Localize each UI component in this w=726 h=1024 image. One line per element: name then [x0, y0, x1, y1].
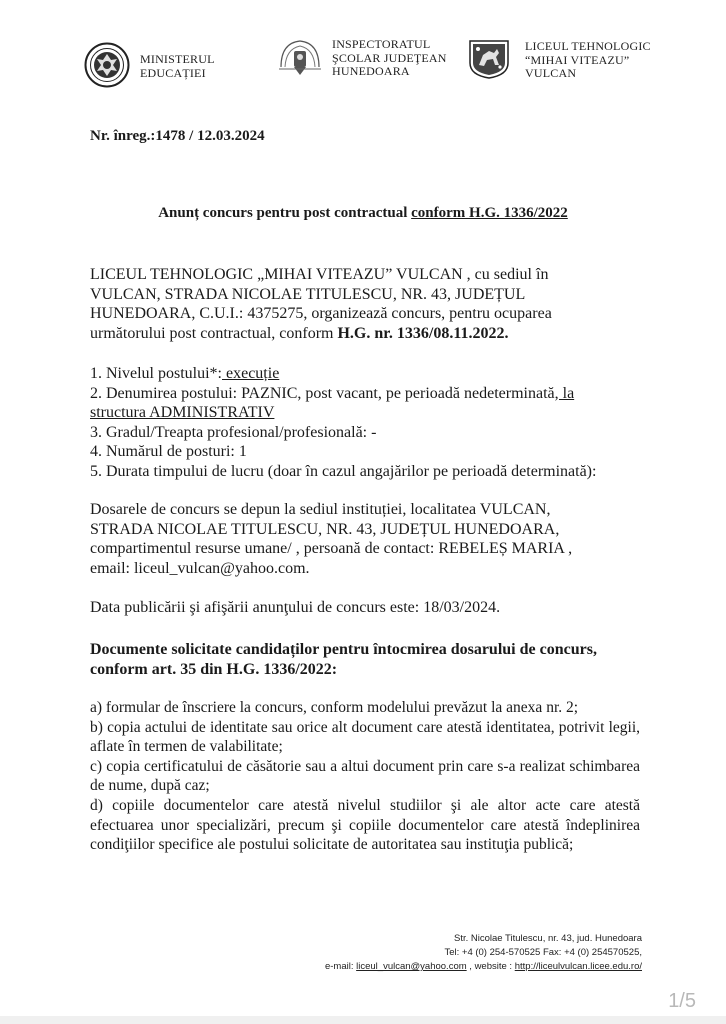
document-item-d: d) copiile documentelor care atestă nivelul studiilor şi ale altor acte care atestă efectuarea unor specializări, precum şi copiile documentelor care atestă îndeplinirea condiţiilor specifice ale postului solicitate de autoritatea sau instituţia publică;: [90, 796, 640, 854]
page-footer: [242, 932, 642, 974]
publication-date: [90, 598, 650, 618]
post-name-tail: , la: [554, 384, 575, 402]
document-item-a: a) formular de înscriere la concurs, conform modelului prevăzut la anexa nr. 2;: [90, 699, 579, 716]
inspectorate-name-line3: HUNEDOARA: [332, 64, 410, 78]
viewer-bottom-bar: [0, 1016, 726, 1024]
post-level-label: 1. Nivelul postului*:: [90, 365, 222, 382]
ministry-header: [84, 42, 215, 88]
post-duration-item: 5. Durata timpului de lucru (doar în cazul angajărilor pe perioadă determinată):: [90, 462, 597, 480]
publication-date-text: Data publicării şi afişării anunţului de concurs este: 18/03/2024.: [90, 599, 501, 616]
page-indicator: 1/5: [668, 990, 696, 1012]
school-name-line1: LICEUL TEHNOLOGIC: [525, 39, 651, 53]
intro-legal-reference: H.G. nr. 1336/08.11.2022.: [337, 324, 509, 342]
dossier-line: Dosarele de concurs se depun la sediul instituției, localitatea VULCAN,: [90, 501, 551, 518]
intro-line-last: [90, 324, 650, 344]
intro-paragraph: [90, 265, 650, 343]
post-level-item: [90, 364, 650, 384]
ministry-name-line1: MINISTERUL: [140, 52, 215, 66]
announcement-title-legal-basis: conform H.G. 1336/2022: [411, 205, 568, 221]
footer-contact: [242, 960, 642, 974]
post-name-item: [90, 384, 650, 404]
intro-line: VULCAN, STRADA NICOLAE TITULESCU, NR. 43, JUDEȚUL: [90, 285, 526, 303]
intro-line: LICEUL TEHNOLOGIC „MIHAI VITEAZU” VULCAN , cu sediul în: [90, 266, 549, 283]
footer-address: Str. Nicolae Titulescu, nr. 43, jud. Hunedoara: [454, 933, 642, 944]
school-coat-of-arms-icon: [467, 39, 511, 79]
document-item-c: c) copia certificatului de căsătorie sau a altui document prin care s-a realizat schimbarea de nume, după caz;: [90, 757, 640, 795]
dossier-email-line: email: liceul_vulcan@yahoo.com.: [90, 559, 310, 577]
intro-line-text: următorului post contractual, conform: [90, 324, 338, 342]
footer-email-link[interactable]: liceul_vulcan@yahoo.com: [356, 961, 467, 972]
inspectorate-crest-icon: [277, 37, 323, 79]
footer-email-label: e-mail:: [324, 961, 357, 972]
school-name-line2: “MIHAI VITEAZU”: [525, 52, 630, 67]
inspectorate-name-line2: ŞCOLAR JUDEŢEAN: [332, 50, 447, 65]
post-count-item: 4. Numărul de posturi: 1: [90, 443, 247, 460]
dossier-line: compartimentul resurse umane/ , persoană de contact: REBELEȘ MARIA ,: [90, 540, 573, 557]
documents-heading-line2: conform art. 35 din H.G. 1336/2022:: [90, 661, 338, 678]
ministry-seal-icon: [84, 42, 130, 88]
ministry-name-line2: EDUCAȚIEI: [140, 65, 206, 80]
document-item-b: b) copia actului de identitate sau orice alt document care atestă identitatea, potrivit legii, aflate în termen de valabilitate;: [90, 718, 640, 756]
school-header: [467, 39, 651, 81]
inspectorate-header: [277, 37, 447, 79]
post-name-label: 2. Denumirea postului: PAZNIC, post vacant, pe perioadă nedeterminată: [90, 384, 555, 402]
documents-list: [90, 698, 640, 855]
post-structure: structura ADMINISTRATIV: [90, 404, 275, 421]
announcement-title-main: Anunț concurs pentru post contractual: [158, 205, 412, 221]
post-grade-item: 3. Gradul/Treapta profesional/profesională: -: [90, 423, 377, 441]
registration-number: Nr. înreg.:1478 / 12.03.2024: [90, 128, 265, 144]
post-details-list: [90, 364, 650, 481]
footer-website-label: , website :: [466, 961, 515, 972]
footer-website-link[interactable]: http://liceulvulcan.licee.edu.ro/: [514, 961, 642, 972]
dossier-paragraph: [90, 500, 650, 578]
dossier-line: STRADA NICOLAE TITULESCU, NR. 43, JUDEȚUL HUNEDOARA,: [90, 520, 560, 538]
intro-line: HUNEDOARA, C.U.I.: 4375275, organizează concurs, pentru ocuparea: [90, 305, 552, 322]
documents-heading: [90, 640, 650, 680]
documents-heading-line1: Documente solicitate candidaților pentru întocmirea dosarului de concurs,: [90, 641, 597, 658]
announcement-title: [0, 205, 726, 222]
school-name-line3: VULCAN: [525, 66, 577, 80]
footer-phone: Tel: +4 (0) 254-570525 Fax: +4 (0) 254570525,: [444, 947, 642, 958]
inspectorate-name-line1: INSPECTORATUL: [332, 37, 431, 51]
post-level-value: execuție: [222, 365, 280, 382]
